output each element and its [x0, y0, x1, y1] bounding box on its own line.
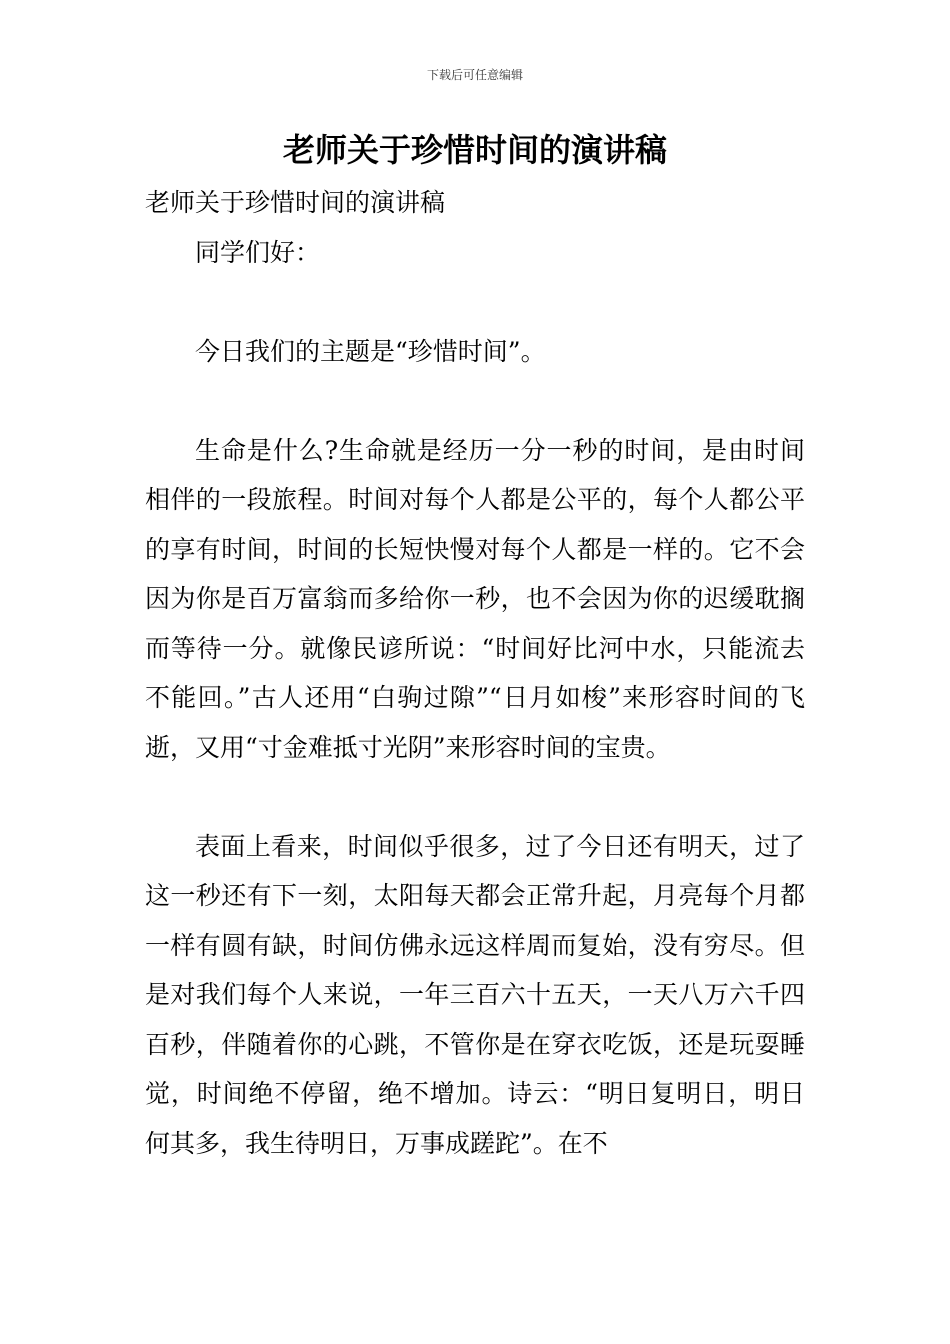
header-note: 下载后可任意编辑 [426, 68, 523, 82]
body-paragraph-life: 生命是什么?生命就是经历一分一秒的时间，是由时间相伴的一段旅程。时间对每个人都是公平的，每个人都公平的享有时间，时间的长短快慢对每个人都是一样的。它不会因为你是百万富翁而多给你一秒，也不会因为你的迟缓耽搁而等待一分。就像民谚所说：“时间好比河中水，只能流去不能回。”古人还用“白驹过隙”“日月如梭”来形容时间的飞逝，又用“寸金难抵寸光阴”来形容时间的宝贵。 [145, 435, 805, 762]
greeting-paragraph: 同学们好： [195, 237, 321, 267]
document-title: 老师关于珍惜时间的演讲稿 [282, 131, 667, 169]
body-paragraph-surface: 表面上看来，时间似乎很多，过了今日还有明天，过了这一秒还有下一刻，太阳每天都会正常升起，月亮每个月都一样有圆有缺，时间仿佛永远这样周而复始，没有穷尽。但是对我们每个人来说，一年三百六十五天，一天八万六千四百秒，伴随着你的心跳，不管你是在穿衣吃饭，还是玩耍睡觉，时间绝不停留，绝不增加。诗云：“明日复明日，明日何其多，我生待明日，万事成蹉跎”。在不 [145, 831, 805, 1158]
document-subtitle: 老师关于珍惜时间的演讲稿 [145, 188, 446, 217]
document-body [145, 178, 805, 1168]
theme-paragraph: 今日我们的主题是“珍惜时间”。 [195, 336, 546, 366]
